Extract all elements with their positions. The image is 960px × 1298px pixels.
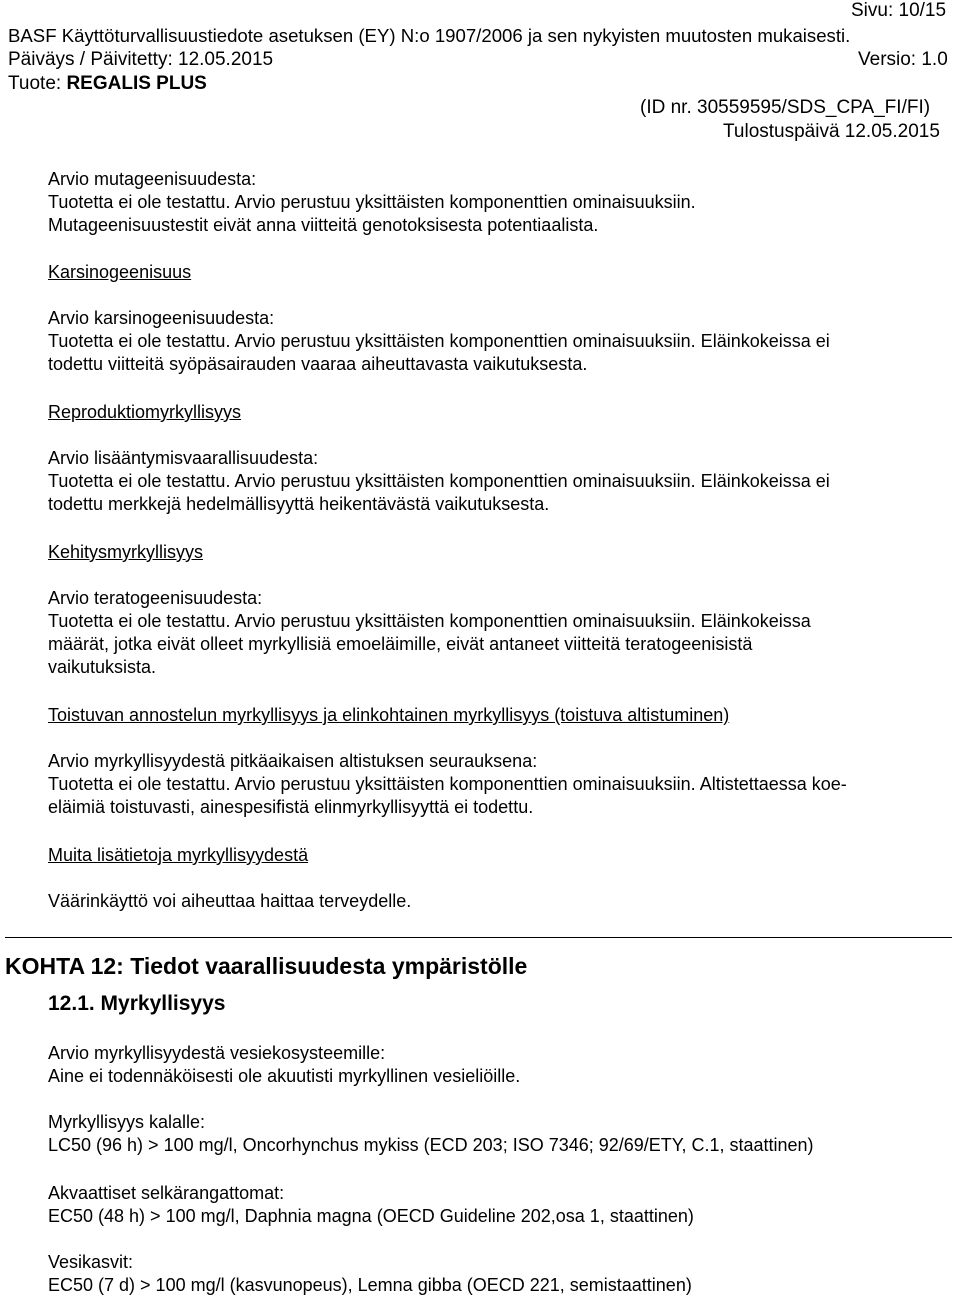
aquatic-block — [48, 1042, 520, 1088]
reproductive-label: Arvio lisääntymisvaarallisuudesta: — [48, 448, 319, 468]
fish-text: LC50 (96 h) > 100 mg/l, Oncorhynchus mykiss (ECD 203; ISO 7346; 92/69/ETY, C.1, staattinen) — [48, 1135, 814, 1155]
aquatic-label: Arvio myrkyllisyydestä vesiekosysteemille: — [48, 1043, 386, 1063]
fish-block — [48, 1111, 814, 1157]
document-id: (ID nr. 30559595/SDS_CPA_FI/FI) — [640, 97, 931, 118]
invertebrates-text: EC50 (48 h) > 100 mg/l, Daphnia magna (OECD Guideline 202,osa 1, staattinen) — [48, 1206, 694, 1226]
aquatic-text: Aine ei todennäköisesti ole akuutisti myrkyllinen vesieliöille. — [48, 1066, 521, 1086]
revision-date: Päiväys / Päivitetty: 12.05.2015 — [8, 49, 274, 70]
other-toxicity-heading: Muita lisätietoja myrkyllisyydestä — [48, 845, 309, 865]
reproductive-text-2: todettu merkkejä hedelmällisyyttä heikentävästä vaikutuksesta. — [48, 494, 550, 514]
developmental-text-1: Tuotetta ei ole testattu. Arvio perustuu yksittäisten komponenttien ominaisuuksiin. Eläinkokeissa — [48, 611, 811, 631]
developmental-block — [48, 587, 811, 679]
reproductive-block — [48, 447, 830, 516]
developmental-text-3: vaikutuksista. — [48, 657, 157, 677]
developmental-heading: Kehitysmyrkyllisyys — [48, 542, 204, 562]
section-divider — [5, 937, 952, 938]
reproductive-text-1: Tuotetta ei ole testattu. Arvio perustuu yksittäisten komponenttien ominaisuuksiin. Eläinkokeissa ei — [48, 471, 830, 491]
mutagenicity-block — [48, 168, 696, 237]
product-line — [8, 73, 207, 95]
product-prefix: Tuote: — [8, 73, 67, 94]
aquatic-plants-block — [48, 1251, 692, 1297]
fish-label: Myrkyllisyys kalalle: — [48, 1112, 206, 1132]
carcinogenicity-label: Arvio karsinogeenisuudesta: — [48, 308, 275, 328]
mutagenicity-text-1: Tuotetta ei ole testattu. Arvio perustuu yksittäisten komponenttien ominaisuuksiin. — [48, 192, 696, 212]
repeated-dose-text-2: eläimiä toistuvasti, ainespesifistä elinmyrkyllisyyttä ei todettu. — [48, 797, 534, 817]
version-label: Versio: 1.0 — [858, 49, 948, 70]
aquatic-plants-text: EC50 (7 d) > 100 mg/l (kasvunopeus), Lemna gibba (OECD 221, semistaattinen) — [48, 1275, 692, 1295]
aquatic-plants-label: Vesikasvit: — [48, 1252, 134, 1272]
developmental-text-2: määrät, jotka eivät olleet myrkyllisiä emoeläimille, eivät antaneet viitteitä teratogeenisistä — [48, 634, 753, 654]
print-date: Tulostuspäivä 12.05.2015 — [723, 121, 940, 142]
misuse-warning: Väärinkäyttö voi aiheuttaa haittaa terveydelle. — [48, 891, 412, 911]
carcinogenicity-text-2: todettu viitteitä syöpäsairauden vaaraa aiheuttavasta vaikutuksesta. — [48, 354, 588, 374]
section-12-heading: KOHTA 12: Tiedot vaarallisuudesta ympäristölle — [5, 953, 528, 979]
developmental-label: Arvio teratogeenisuudesta: — [48, 588, 263, 608]
carcinogenicity-block — [48, 307, 830, 376]
section-12-1-heading: 12.1. Myrkyllisyys — [48, 992, 226, 1015]
reproductive-heading: Reproduktiomyrkyllisyys — [48, 402, 242, 422]
repeated-dose-heading: Toistuvan annostelun myrkyllisyys ja elinkohtainen myrkyllisyys (toistuva altistuminen) — [48, 705, 730, 725]
product-name: REGALIS PLUS — [66, 73, 207, 94]
carcinogenicity-heading: Karsinogeenisuus — [48, 262, 192, 282]
repeated-dose-block — [48, 750, 847, 819]
repeated-dose-label: Arvio myrkyllisyydestä pitkäaikaisen altistuksen seurauksena: — [48, 751, 538, 771]
page-number: Sivu: 10/15 — [851, 0, 947, 21]
document-title: BASF Käyttöturvallisuustiedote asetuksen (EY) N:o 1907/2006 ja sen nykyisten muutosten mukaisesti. — [8, 25, 851, 46]
carcinogenicity-text-1: Tuotetta ei ole testattu. Arvio perustuu yksittäisten komponenttien ominaisuuksiin. Eläinkokeissa ei — [48, 331, 830, 351]
mutagenicity-label: Arvio mutageenisuudesta: — [48, 169, 257, 189]
repeated-dose-text-1: Tuotetta ei ole testattu. Arvio perustuu yksittäisten komponenttien ominaisuuksiin. Altistettaessa koe- — [48, 774, 847, 794]
invertebrates-block — [48, 1182, 694, 1228]
invertebrates-label: Akvaattiset selkärangattomat: — [48, 1183, 285, 1203]
mutagenicity-text-2: Mutageenisuustestit eivät anna viitteitä genotoksisesta potentiaalista. — [48, 215, 599, 235]
